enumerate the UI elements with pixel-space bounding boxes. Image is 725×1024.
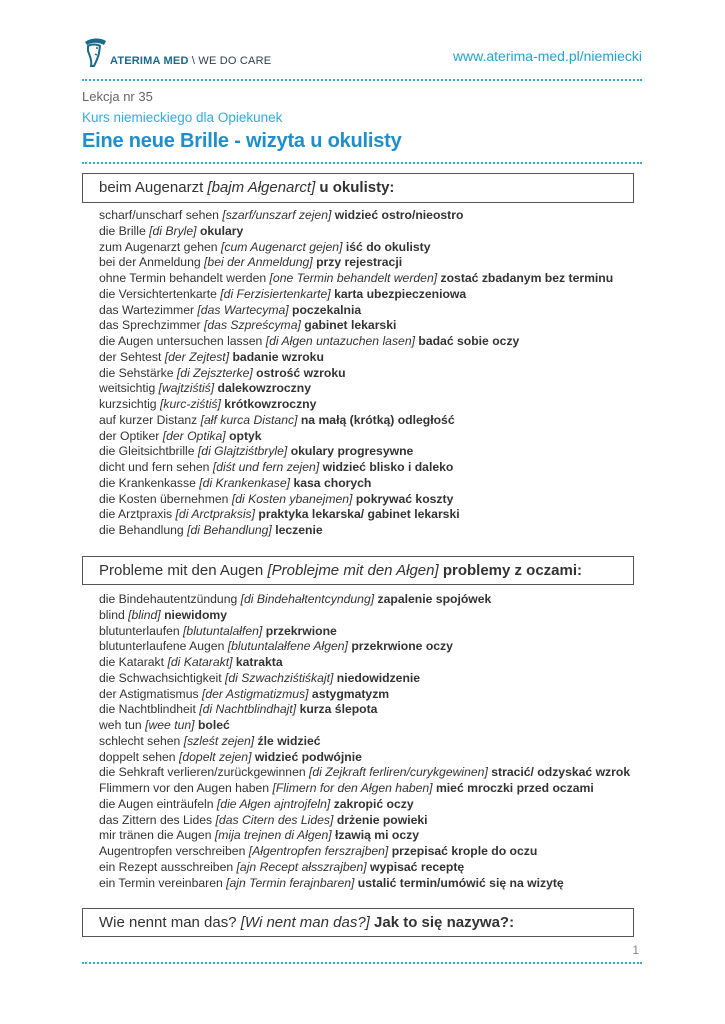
vocab-pron: [ajn Recept ałsszrajben] <box>236 859 367 874</box>
vocab-pron: [kurc-ziśtiś] <box>159 397 221 411</box>
vocab-pl: niedowidzenie <box>336 670 421 685</box>
vocab-pron: [mija trejnen di Ałgen] <box>214 828 332 843</box>
vocab-pron: [der Astigmatizmus] <box>201 686 309 701</box>
vocab-de: die Bindehautentzündung <box>99 592 238 606</box>
vocab-pron: [dopelt zejen] <box>178 749 252 764</box>
vocab-row <box>99 655 630 671</box>
vocab-pl: mieć mroczki przed oczami <box>435 781 594 795</box>
vocab-de: der Astigmatismus <box>99 686 199 701</box>
page-number: 1 <box>632 943 639 957</box>
vocab-pron: [der Zejtest] <box>164 349 230 364</box>
vocab-de: scharf/unscharf sehen <box>99 208 219 222</box>
heading-pron: [Wi nent man das?] <box>240 914 370 931</box>
vocab-row <box>99 366 613 382</box>
vocab-de: das Zittern des Lides <box>99 812 213 827</box>
vocab-pl: kurza ślepota <box>299 702 378 717</box>
vocab-pron: [di Zejszterke] <box>176 365 253 380</box>
vocab-pron: [di Kosten ybanejmen] <box>231 491 353 506</box>
vocab-de: die Schwachsichtigkeit <box>99 670 222 685</box>
vocab-de: Flimmern vor den Augen haben <box>99 781 270 795</box>
vocab-de: bei der Anmeldung <box>99 255 201 270</box>
vocab-de: mir tränen die Augen <box>99 828 212 843</box>
vocab-de: Augentropfen verschreiben <box>99 844 246 858</box>
vocab-de: blind <box>99 607 125 622</box>
vocab-de: die Kosten übernehmen <box>99 491 229 506</box>
vocab-pl: źle widzieć <box>257 733 321 748</box>
vocab-de: doppelt sehen <box>99 749 176 764</box>
vocab-pl: gabinet lekarski <box>304 318 397 333</box>
vocab-de: weh tun <box>99 718 142 732</box>
vocab-pl: poczekalnia <box>292 302 362 317</box>
vocab-row <box>99 592 630 608</box>
vocab-pl: przekrwione oczy <box>351 639 453 654</box>
vocab-pl: praktyka lekarska/ gabinet lekarski <box>258 507 460 522</box>
heading-pl: u okulisty: <box>319 179 395 196</box>
vocab-pron: [di Behandlung] <box>187 523 272 537</box>
vocab-row <box>99 844 630 860</box>
header-divider <box>82 79 642 81</box>
vocab-row <box>99 240 613 256</box>
vocab-row <box>99 492 613 508</box>
vocab-pl: karta ubezpieczeniowa <box>334 286 467 301</box>
vocab-pl: przepisać krople do oczu <box>391 844 538 858</box>
vocab-de: das Sprechzimmer <box>99 318 201 333</box>
vocab-row <box>99 718 630 734</box>
vocab-pron: [one Termin behandelt werden] <box>269 271 438 285</box>
vocab-pron: [Ałgentropfen ferszrajben] <box>248 844 389 858</box>
vocab-row <box>99 460 613 476</box>
vocab-pl: krótkowzroczny <box>224 397 317 411</box>
heading-de: Wie nennt man das? <box>99 914 237 931</box>
vocab-row <box>99 350 613 366</box>
vocab-pl: leczenie <box>275 523 323 537</box>
brand-logo[interactable] <box>82 30 271 70</box>
vocab-de: kurzsichtig <box>99 397 157 411</box>
vocab-pl: stracić/ odzyskać wzrok <box>491 765 631 780</box>
vocab-de: die Gleitsichtbrille <box>99 444 195 459</box>
vocab-pron: [ajn Termin ferajnbaren] <box>226 875 355 890</box>
vocab-de: die Sehkraft verlieren/zurückgewinnen <box>99 765 306 780</box>
vocab-row <box>99 255 613 271</box>
vocab-pl: widzieć ostro/nieostro <box>334 208 464 222</box>
vocab-pron: [di Bindehałtentcyndung] <box>240 592 375 606</box>
heading-pron: [Problejme mit den Ałgen] <box>267 562 439 579</box>
vocab-pron: [di Glajtziśtbryle] <box>197 444 288 459</box>
vocab-pl: zapalenie spojówek <box>377 592 492 606</box>
vocab-de: die Versichtertenkarte <box>99 286 217 301</box>
vocab-de: blutunterlaufen <box>99 623 180 638</box>
vocab-row <box>99 687 630 703</box>
heading-de: beim Augenarzt <box>99 179 204 196</box>
heading-pl: Jak to się nazywa?: <box>374 914 515 931</box>
vocab-pron: [blutuntalałfen] <box>183 623 263 638</box>
vocab-de: ohne Termin behandelt werden <box>99 271 267 285</box>
vocab-pl: zakropić oczy <box>333 796 414 811</box>
vocab-pl: okulary progresywne <box>290 444 414 459</box>
vocab-row <box>99 702 630 718</box>
vocab-pl: astygmatyzm <box>311 686 390 701</box>
vocab-pl: zostać zbadanym bez terminu <box>440 271 614 285</box>
vocab-pron: [cum Augenarct gejen] <box>220 239 343 254</box>
section-heading-augenarzt <box>82 173 634 203</box>
vocab-row <box>99 624 630 640</box>
vocab-de: die Arztpraxis <box>99 507 173 522</box>
vocab-row <box>99 413 613 429</box>
vocab-row <box>99 813 630 829</box>
brand-text: ATERIMA MED \ WE DO CARE <box>110 55 272 67</box>
vocab-de: blutunterlaufene Augen <box>99 639 225 654</box>
vocab-de: die Sehstärke <box>99 365 174 380</box>
vocab-de: der Optiker <box>99 428 160 443</box>
vocab-pron: [di Bryle] <box>149 223 197 238</box>
vocab-de: die Katarakt <box>99 655 165 669</box>
vocab-pron: [diśt und fern zejen] <box>212 460 320 474</box>
brand-name: ATERIMA MED <box>110 55 189 67</box>
vocab-row <box>99 765 630 781</box>
page-header <box>82 28 642 73</box>
vocab-pl: optyk <box>229 428 262 443</box>
vocab-row <box>99 507 613 523</box>
vocab-row <box>99 608 630 624</box>
vocab-row <box>99 334 613 350</box>
vocab-pron: [di Ałgen untazuchen lasen] <box>265 334 415 348</box>
vocab-pron: [Flimern for den Ałgen haben] <box>272 781 433 795</box>
vocab-de: zum Augenarzt gehen <box>99 239 218 254</box>
vocab-pron: [wajtziśtiś] <box>158 381 215 396</box>
vocab-pl: katrakta <box>235 655 283 669</box>
vocab-pl: łzawią mi oczy <box>335 828 419 843</box>
vocab-pron: [di Zejkraft ferliren/curykgewinen] <box>309 765 488 780</box>
vocab-pl: boleć <box>197 718 230 732</box>
vocab-pl: drżenie powieki <box>336 812 428 827</box>
vocab-pron: [blutuntalałfene Ałgen] <box>227 639 348 654</box>
footer-divider <box>82 962 642 964</box>
page-title: Eine neue Brille - wizyta u okulisty <box>82 130 402 152</box>
vocab-pl: widzieć podwójnie <box>254 749 362 764</box>
logo-face-icon <box>82 36 108 70</box>
vocab-pl: pokrywać koszty <box>355 491 454 506</box>
vocab-row <box>99 828 630 844</box>
vocab-pl: badanie wzroku <box>232 349 324 364</box>
vocab-row <box>99 318 613 334</box>
vocab-pl: ostrość wzroku <box>256 365 346 380</box>
vocab-pl: przekrwione <box>265 623 337 638</box>
vocab-pron: [di Krankenkase] <box>199 475 291 490</box>
vocab-de: weitsichtig <box>99 381 156 396</box>
vocab-row <box>99 208 613 224</box>
vocab-de: der Sehtest <box>99 349 162 364</box>
section-heading-probleme <box>82 556 634 585</box>
title-divider <box>82 162 642 164</box>
vocab-row <box>99 429 613 445</box>
vocab-de: die Behandlung <box>99 523 184 537</box>
vocab-pron: [di Szwachziśtiśkajt] <box>225 670 334 685</box>
vocab-pl: iść do okulisty <box>345 239 431 254</box>
vocab-row <box>99 476 613 492</box>
vocab-row <box>99 381 613 397</box>
vocab-de: die Augen einträufeln <box>99 796 214 811</box>
vocab-row <box>99 224 613 240</box>
vocab-row <box>99 523 613 539</box>
course-name: Kurs niemieckiego dla Opiekunek <box>82 110 283 125</box>
vocab-de: ein Termin vereinbaren <box>99 875 223 890</box>
vocab-pron: [szarf/unszarf zejen] <box>222 208 332 222</box>
vocab-pl: widzieć blisko i daleko <box>322 460 454 474</box>
vocab-row <box>99 797 630 813</box>
vocab-pl: wypisać receptę <box>370 859 465 874</box>
vocab-row <box>99 397 613 413</box>
vocab-pron: [der Optika] <box>162 428 226 443</box>
vocab-pron: [bei der Anmeldung] <box>204 255 313 270</box>
vocab-de: schlecht sehen <box>99 733 181 748</box>
vocab-row <box>99 750 630 766</box>
vocab-pl: dalekowzroczny <box>217 381 311 396</box>
vocab-row <box>99 271 613 287</box>
vocab-de: auf kurzer Distanz <box>99 412 198 427</box>
heading-de: Probleme mit den Augen <box>99 562 264 579</box>
vocab-pl: okulary <box>199 223 244 238</box>
vocab-de: ein Rezept ausschreiben <box>99 859 234 874</box>
vocab-pron: [blind] <box>128 607 161 622</box>
vocab-pl: badać sobie oczy <box>418 334 520 348</box>
vocab-pl: niewidomy <box>164 607 228 622</box>
vocab-de: das Wartezimmer <box>99 302 195 317</box>
vocab-row <box>99 287 613 303</box>
vocab-pl: ustalić termin/umówić się na wizytę <box>357 875 564 890</box>
vocab-pron: [szleśt zejen] <box>183 733 255 748</box>
vocab-row <box>99 781 630 797</box>
vocab-pron: [di Arctpraksis] <box>175 507 256 522</box>
vocab-pl: przy rejestracji <box>316 255 403 270</box>
vocab-pl: na małą (krótką) odległość <box>300 412 455 427</box>
vocab-pron: [das Szpreścyma] <box>204 318 301 333</box>
vocab-row <box>99 734 630 750</box>
heading-pl: problemy z oczami: <box>442 562 583 579</box>
vocab-pl: kasa chorych <box>293 475 372 490</box>
vocab-list-probleme <box>99 592 630 891</box>
vocab-pron: [di Ferzisiertenkarte] <box>220 286 331 301</box>
lesson-number: Lekcja nr 35 <box>82 89 153 104</box>
vocab-row <box>99 860 630 876</box>
vocab-pron: [das Citern des Lides] <box>215 812 334 827</box>
heading-pron: [bajm Ałgenarct] <box>207 179 316 196</box>
section-heading-wie-nennt <box>82 908 634 937</box>
vocab-row <box>99 303 613 319</box>
vocab-row <box>99 639 630 655</box>
vocab-de: die Brille <box>99 223 146 238</box>
vocab-de: die Augen untersuchen lassen <box>99 334 263 348</box>
vocab-pron: [das Wartecyma] <box>197 302 289 317</box>
vocab-row <box>99 671 630 687</box>
vocab-de: die Nachtblindheit <box>99 702 196 717</box>
vocab-pron: [wee tun] <box>145 718 195 732</box>
vocab-de: die Krankenkasse <box>99 475 196 490</box>
vocab-row <box>99 876 630 892</box>
vocab-list-augenarzt <box>99 208 613 539</box>
vocab-pron: [di Nachtblindhajt] <box>199 702 297 717</box>
vocab-pron: [di Katarakt] <box>167 655 233 669</box>
vocab-pron: [ałf kurca Distanc] <box>200 412 298 427</box>
brand-slogan: WE DO CARE <box>198 55 272 67</box>
vocab-pron: [die Ałgen ajntrojfeln] <box>216 796 331 811</box>
vocab-de: dicht und fern sehen <box>99 460 210 474</box>
site-url-link[interactable]: www.aterima-med.pl/niemiecki <box>452 48 642 64</box>
vocab-row <box>99 444 613 460</box>
